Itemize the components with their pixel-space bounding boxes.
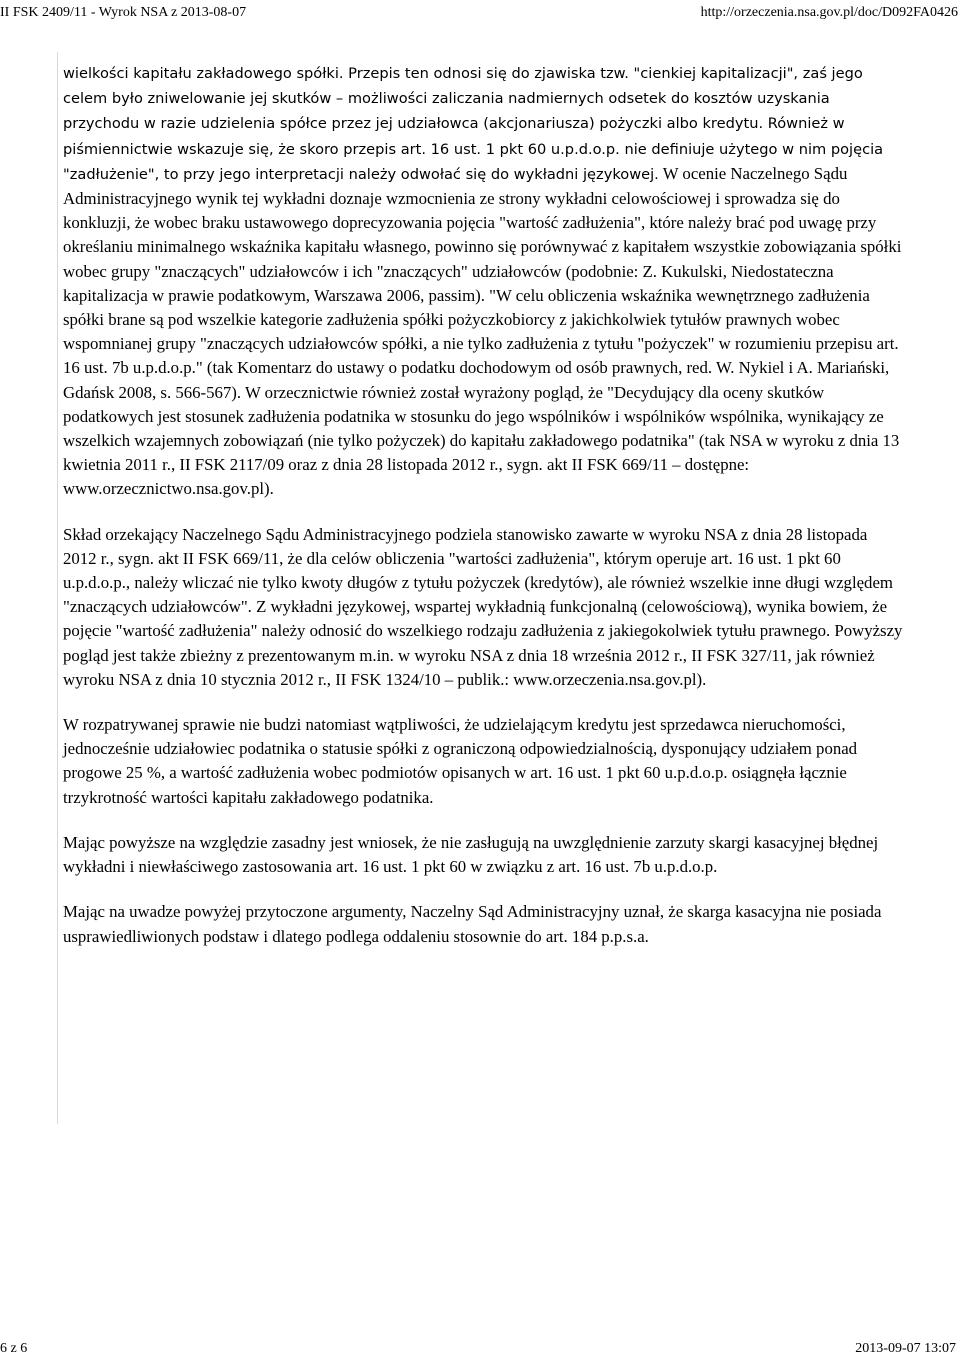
page-footer-page-number: 6 z 6 [0, 1341, 28, 1356]
paragraph-1 [63, 61, 905, 502]
paragraph-2: Skład orzekający Naczelnego Sądu Administracyjnego podziela stanowisko zawarte w wyroku NSA z dnia 28 listopada 2012 r., sygn. akt II FSK 669/11, że dla celów obliczenia "wartości zadłużenia", którym operuje art. 16 ust. 1 pkt 60 u.p.d.o.p., należy wliczać nie tylko kwoty długów z tytułu pożyczek (kredytów), ale również wszelkie inne długi względem "znaczących udziałowców". Z wykładni językowej, wspartej wykładnią funkcjonalną (celowościową), wynika bowiem, że pojęcie "wartość zadłużenia" należy odnosić do wszelkiego rodzaju zadłużenia z jakiegokolwiek tytułu prawnego. Powyższy pogląd jest także zbieżny z prezentowanym m.in. w wyroku NSA z dnia 18 września 2012 r., II FSK 327/11, jak również wyroku NSA z dnia 10 stycznia 2012 r., II FSK 1324/10 – publik.: www.orzeczenia.nsa.gov.pl). [63, 524, 903, 689]
paragraph-1-sans-text: wielkości kapitału zakładowego spółki. Przepis ten odnosi się do zjawiska tzw. "cienkiej kapitalizacji", zaś jego celem było zniwelowanie jej skutków – możliwości zaliczania nadmiernych odsetek do kosztów uzyskania przychodu w razie udzielenia spółce przez jej udziałowca (akcjonariusza) pożyczki albo kredytu. Również w piśmiennictwie wskazuje się, że skoro przepis art. 16 ust. 1 pkt 60 u.p.d.o.p. nie definiuje użytego w nim pojęcia "zadłużenie", to przy jego interpretacji należy odwołać się do wykładni językowej. [63, 65, 884, 183]
page-header-url[interactable]: http://orzeczenia.nsa.gov.pl/doc/D092FA0426 [700, 5, 958, 20]
paragraph-spacer [63, 502, 905, 523]
paragraph-3: W rozpatrywanej sprawie nie budzi natomiast wątpliwości, że udzielającym kredytu jest sprzedawca nieruchomości, jednocześnie udziałowiec podatnika o statusie spółki z ograniczoną odpowiedzialnością, dysponujący udziałem ponad progowe 25 %, a wartość zadłużenia wobec podmiotów opisanych w art. 16 ust. 1 pkt 60 u.p.d.o.p. osiągnęła łącznie trzykrotność wartości kapitału zakładowego podatnika. [63, 715, 858, 807]
paragraph-1-serif-text: W ocenie Naczelnego Sądu Administracyjnego wynik tej wykładni doznaje wzmocnienia ze strony wykładni celowościowej i sprowadza się do konkluzji, że wobec braku ustawowego doprecyzowania pojęcia "wartość zadłużenia", które należy brać pod uwagę przy określaniu minimalnego wskaźnika kapitału własnego, powinno się porównywać z kapitałem wszystkie zobowiązania spółki wobec grupy "znaczących" udziałowców i ich "znaczących" udziałowców (podobnie: Z. Kukulski, Niedostateczna kapitalizacja w prawie podatkowym, Warszawa 2006, passim). "W celu obliczenia wskaźnika wewnętrznego zadłużenia spółki brane są pod wszelkie kategorie zadłużenia spółki pożyczkobiorcy z jakichkolwiek tytułów prawnych wobec wspomnianej grupy "znaczących udziałowców spółki, a nie tylko zadłużenia z tytułu "pożyczek" w rozumieniu przepisu art. 16 ust. 7b u.p.d.o.p." (tak Komentarz do ustawy o podatku dochodowym od osób prawnych, red. W. Nykiel i A. Mariański, Gdańsk 2008, s. 566-567). W orzecznictwie również został wyrażony pogląd, że "Decydujący dla oceny skutków podatkowych jest stosunek zadłużenia podatnika w stosunku do jego wspólników i wspólników wspólnika, wynikający ze wszelkich wzajemnych zobowiązań (nie tylko pożyczek) do kapitału zakładowego podatnika" (tak NSA w wyroku z dnia 13 kwietnia 2011 r., II FSK 2117/09 oraz z dnia 28 listopada 2012 r., sygn. akt II FSK 669/11 – dostępne: www.orzecznictwo.nsa.gov.pl). [63, 163, 902, 499]
page-header-title: II FSK 2409/11 - Wyrok NSA z 2013-08-07 [0, 5, 247, 20]
content-left-border [57, 52, 58, 1124]
paragraph-4: Mając powyższe na względzie zasadny jest wniosek, że nie zasługują na uwzględnienie zarzuty skargi kasacyjnej błędnej wykładni i niewłaściwego zastosowania art. 16 ust. 1 pkt 60 w związku z art. 16 ust. 7b u.p.d.o.p. [63, 832, 879, 877]
document-body [63, 61, 905, 970]
paragraph-5: Mając na uwadze powyżej przytoczone argumenty, Naczelny Sąd Administracyjny uznał, że skarga kasacyjna nie posiada usprawiedliwionych podstaw i dlatego podlega oddaleniu stosownie do art. 184 p.p.s.a. [63, 902, 882, 946]
page-footer-timestamp: 2013-09-07 13:07 [855, 1341, 956, 1356]
